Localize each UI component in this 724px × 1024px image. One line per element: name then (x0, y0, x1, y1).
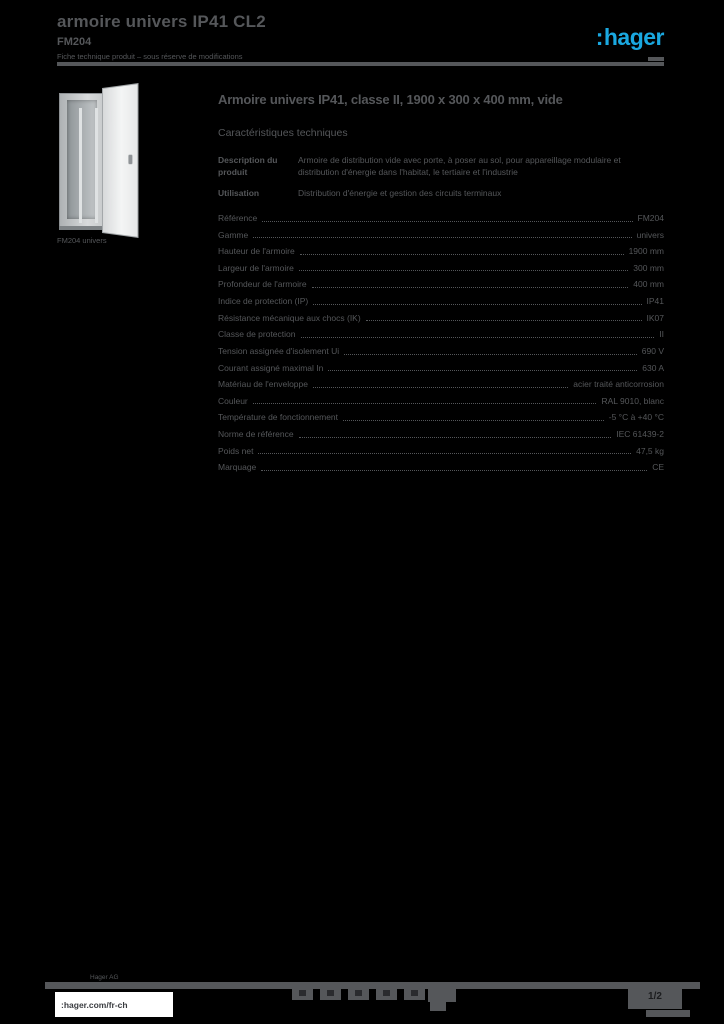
hager-logo (596, 24, 664, 51)
dotted-leader (253, 403, 597, 404)
spec-value: 690 V (641, 345, 664, 356)
product-title: Armoire univers IP41, classe II, 1900 x 300 x 400 mm, vide (218, 92, 563, 107)
dotted-leader (258, 453, 631, 454)
spec-value: IK07 (646, 312, 664, 323)
header-rule (57, 62, 664, 66)
spec-row (218, 459, 664, 476)
spec-row (218, 276, 664, 293)
dotted-leader (300, 254, 624, 255)
cabinet-rail (79, 108, 82, 223)
product-image-caption: FM204 univers (57, 236, 107, 245)
dotted-leader (343, 420, 604, 421)
spec-value: 47,5 kg (636, 445, 664, 456)
header-title: armoire univers IP41 CL2 (57, 12, 266, 31)
cabinet-door (102, 83, 138, 238)
footer-company: Hager AG (90, 974, 119, 981)
spec-label: Profondeur de l'armoire (218, 279, 307, 290)
cabinet-door-handle (128, 155, 132, 165)
spec-label: Résistance mécanique aux chocs (IK) (218, 312, 361, 323)
footer-badges (292, 986, 425, 1000)
cabinet-base (59, 226, 105, 230)
header-subtitle: Fiche technique produit – sous réserve de modifications (57, 52, 243, 61)
spec-row (218, 343, 664, 360)
spec-label: Classe de protection (218, 329, 296, 340)
spec-value: II (659, 329, 664, 340)
page-indicator: 1/2 (628, 984, 682, 1009)
spec-label: Marquage (218, 462, 257, 473)
dotted-leader (313, 387, 568, 388)
footer-comma-mark (428, 986, 456, 1002)
main-content (218, 92, 664, 476)
spec-label: Poids net (218, 445, 254, 456)
cabinet-interior (67, 100, 97, 219)
dotted-leader (344, 354, 637, 355)
footer-badge-icon (376, 986, 397, 1000)
spec-row (218, 210, 664, 227)
footer-badge-icon (404, 986, 425, 1000)
dotted-leader (261, 470, 647, 471)
spec-value: 1900 mm (628, 246, 664, 257)
spec-row (218, 260, 664, 277)
spec-row (218, 376, 664, 393)
dotted-leader (299, 270, 628, 271)
spec-value: CE (652, 462, 664, 473)
spec-row (218, 293, 664, 310)
footer-badge-icon (348, 986, 369, 1000)
description-text: Distribution d'énergie et gestion des circuits terminaux (298, 188, 502, 199)
spec-value: univers (636, 229, 664, 240)
hager-logo-colon: : (595, 24, 603, 50)
spec-label: Indice de protection (IP) (218, 296, 309, 307)
product-image (57, 88, 141, 234)
dotted-leader (301, 337, 655, 338)
footer-badge-icon (292, 986, 313, 1000)
dotted-leader (312, 287, 629, 288)
spec-label: Matériau de l'enveloppe (218, 379, 308, 390)
spec-label: Norme de référence (218, 429, 294, 440)
spec-row (218, 310, 664, 327)
spec-label: Couleur (218, 395, 248, 406)
spec-label: Référence (218, 212, 258, 223)
dotted-leader (366, 320, 642, 321)
dotted-leader (262, 221, 632, 222)
spec-row (218, 443, 664, 460)
dotted-leader (253, 237, 631, 238)
dotted-leader (328, 370, 637, 371)
spec-label: Température de fonctionnement (218, 412, 339, 423)
spec-label: Tension assignée d'isolement Ui (218, 345, 340, 356)
spec-label: Largeur de l'armoire (218, 262, 294, 273)
spec-value: FM204 (637, 212, 664, 223)
website-link[interactable]: :hager.com/fr-ch (55, 992, 173, 1017)
spec-value: IEC 61439-2 (616, 429, 664, 440)
footer-badge-icon (320, 986, 341, 1000)
spec-row (218, 393, 664, 410)
dotted-leader (313, 304, 641, 305)
description-row (218, 188, 664, 200)
header-reference: FM204 (57, 36, 92, 48)
logo-underline (648, 57, 664, 61)
dotted-leader (299, 437, 612, 438)
spec-label: Gamme (218, 229, 249, 240)
spec-value: RAL 9010, blanc (601, 395, 664, 406)
description-block (218, 155, 664, 200)
spec-row (218, 243, 664, 260)
spec-label: Courant assigné maximal In (218, 362, 324, 373)
spec-value: 630 A (642, 362, 664, 373)
description-label: Utilisation (218, 188, 260, 199)
spec-row (218, 409, 664, 426)
spec-row (218, 426, 664, 443)
spec-value: acier traité anticorrosion (573, 379, 664, 390)
description-text: Armoire de distribution vide avec porte, à poser au sol, pour appareillage modulaire et distribution d'énergie dans l'habitat, le tertiaire et l'industrie (298, 155, 621, 178)
hager-logo-text: hager (603, 24, 664, 50)
page-indicator-tab (646, 1010, 690, 1017)
description-row (218, 155, 664, 179)
cabinet-rail (95, 108, 98, 223)
spec-value: IP41 (646, 296, 664, 307)
spec-row (218, 360, 664, 377)
spec-value: 400 mm (633, 279, 664, 290)
spec-value: 300 mm (633, 262, 664, 273)
spec-value: -5 °C à +40 °C (608, 412, 664, 423)
section-subtitle: Caractéristiques techniques (218, 127, 348, 140)
spec-table (218, 210, 664, 476)
spec-label: Hauteur de l'armoire (218, 246, 295, 257)
spec-row (218, 326, 664, 343)
description-label: Description du produit (218, 155, 278, 178)
spec-row (218, 227, 664, 244)
cabinet-body (59, 93, 107, 229)
